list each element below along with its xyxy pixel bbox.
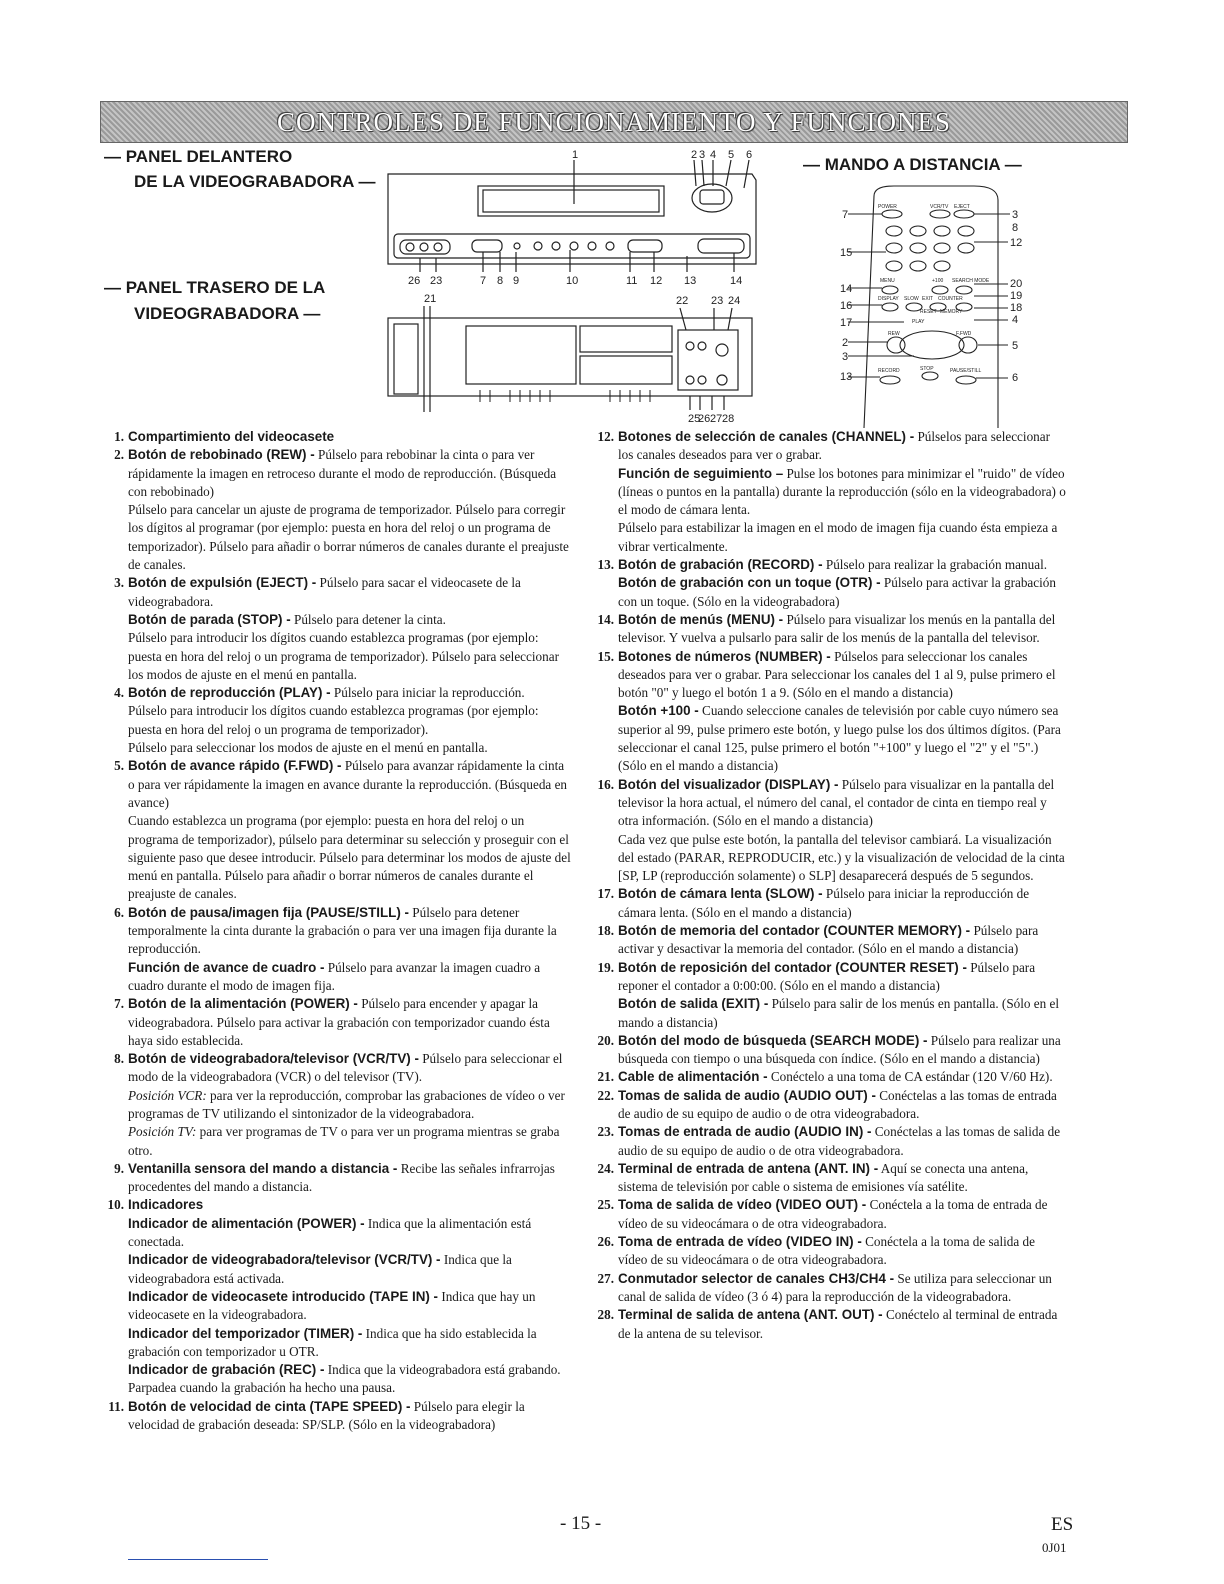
footer-rule bbox=[128, 1559, 268, 1560]
item-title: Botón de rebobinado (REW) - bbox=[128, 447, 315, 463]
item-text bbox=[618, 1306, 1066, 1343]
item-description: Púlselos para seleccionar los canales deseados para ver o grabar. Para seleccionar los canales del 1 al 9, pulse primero el botón "0" y luego el botón 1 a 9. (Sólo en el mando a distancia) bbox=[618, 648, 1056, 701]
item-text bbox=[618, 648, 1066, 703]
item-title: Botón de expulsión (EJECT) - bbox=[128, 575, 317, 591]
section-banner: CONTROLES DE FUNCIONAMIENTO Y FUNCIONES bbox=[100, 101, 1128, 143]
item-text bbox=[128, 1398, 574, 1435]
sub-item bbox=[618, 465, 1066, 520]
item-number: 12. bbox=[597, 429, 614, 444]
item-body bbox=[128, 446, 574, 574]
list-item bbox=[592, 1233, 1066, 1270]
list-item bbox=[102, 1196, 574, 1397]
item-number: 8. bbox=[114, 1051, 124, 1067]
item-text bbox=[128, 904, 574, 959]
item-description: Púlselo para iniciar la reproducción. bbox=[330, 685, 525, 701]
sub-item bbox=[128, 1361, 574, 1398]
list-item bbox=[102, 757, 574, 903]
item-title: Botón de memoria del contador (COUNTER MEMORY) - bbox=[618, 923, 971, 939]
item-number: 23. bbox=[597, 1124, 614, 1140]
item-text bbox=[128, 1050, 574, 1087]
list-item bbox=[102, 446, 574, 574]
item-body bbox=[618, 1233, 1066, 1270]
sub-item bbox=[128, 1325, 574, 1362]
item-title: Botón del modo de búsqueda (SEARCH MODE) - bbox=[618, 1032, 928, 1048]
vcr-rear-panel-diagram bbox=[380, 290, 760, 426]
item-text bbox=[618, 922, 1066, 959]
list-item bbox=[592, 1160, 1066, 1197]
item-body bbox=[128, 574, 574, 684]
item-number: 5. bbox=[114, 758, 124, 774]
list-item bbox=[592, 428, 1066, 556]
list-item bbox=[592, 1196, 1066, 1233]
item-text bbox=[128, 1196, 574, 1214]
remote-label: MEMORY bbox=[940, 309, 963, 315]
sub-item-description: Púlselo para activar la grabación con un toque. (Sólo en la videograbadora) bbox=[618, 575, 1056, 609]
item-text bbox=[128, 757, 574, 812]
callout-label: 13 bbox=[840, 371, 853, 383]
item-body bbox=[618, 776, 1066, 886]
item-number: 17. bbox=[597, 886, 614, 902]
item-description: Púlselo para iniciar la reproducción de cámara lenta. (Sólo en el mando a distancia) bbox=[618, 886, 1030, 920]
sub-item bbox=[128, 1288, 574, 1325]
item-text bbox=[618, 1196, 1066, 1233]
item-number: 18. bbox=[597, 923, 614, 939]
item-title: Botón de pausa/imagen fija (PAUSE/STILL) - bbox=[128, 904, 409, 920]
remote-label: RECORD bbox=[878, 368, 900, 374]
item-description: Púlselo para reponer el contador a 0:00:00. (Sólo en el mando a distancia) bbox=[618, 959, 1036, 993]
sub-item-title: Indicador de videocasete introducido (TAPE IN) - bbox=[128, 1288, 439, 1304]
item-number: 1. bbox=[114, 429, 124, 444]
sub-item-title: Función de seguimiento – bbox=[618, 465, 784, 481]
remote-label: F.FWD bbox=[956, 331, 972, 337]
sub-item-title: Botón de grabación con un toque (OTR) - bbox=[618, 575, 881, 591]
callout-label: 2 bbox=[691, 149, 698, 161]
sub-item bbox=[128, 1215, 574, 1252]
item-text bbox=[128, 995, 574, 1050]
item-number: 15. bbox=[597, 648, 614, 664]
list-item bbox=[102, 684, 574, 757]
item-description: Púlselo para visualizar en la pantalla del televisor la hora actual, el número del canal, el contador de cinta en tiempo real y otra información. (Sólo en el mando a distancia) bbox=[618, 776, 1055, 829]
item-body bbox=[618, 922, 1066, 959]
item-description: Púlselo para visualizar los menús en la pantalla del televisor. Y vuelva a pulsarlo para salir de los menús de la pantalla del televisor. bbox=[618, 611, 1056, 646]
callout-label: 4 bbox=[710, 149, 717, 161]
item-title: Terminal de salida de antena (ANT. OUT) - bbox=[618, 1307, 883, 1323]
item-body bbox=[618, 1087, 1066, 1124]
item-number: 20. bbox=[597, 1032, 614, 1048]
item-description: Púlselo para elegir la velocidad de grabación deseada: SP/SLP. (Sólo en la videograbadora) bbox=[128, 1398, 525, 1433]
item-title: Botón del visualizador (DISPLAY) - bbox=[618, 776, 839, 792]
list-item bbox=[592, 885, 1066, 922]
list-item bbox=[592, 922, 1066, 959]
item-body bbox=[128, 1196, 574, 1397]
item-number: 16. bbox=[597, 776, 614, 792]
remote-label: PAUSE/STILL bbox=[950, 368, 982, 374]
item-number: 6. bbox=[114, 904, 124, 920]
callout-label: 26 bbox=[698, 413, 711, 425]
callout-label: 1 bbox=[572, 149, 579, 161]
item-description: Púlselos para seleccionar los canales deseados para ver o grabar. bbox=[618, 429, 1051, 463]
list-item bbox=[102, 428, 574, 446]
callout-label: 26 bbox=[408, 275, 421, 287]
list-item bbox=[592, 648, 1066, 776]
item-title: Tomas de salida de audio (AUDIO OUT) - bbox=[618, 1087, 876, 1103]
remote-label: STOP bbox=[920, 366, 934, 372]
callout-label: 28 bbox=[722, 413, 735, 425]
item-text bbox=[618, 556, 1066, 574]
item-body bbox=[618, 1306, 1066, 1343]
sub-item-description: Púlselo para avanzar la imagen cuadro a cuadro durante el modo de imagen fija. bbox=[128, 959, 541, 993]
item-description: Púlselo para activar y desactivar la memoria del contador. (Sólo en el mando a distancia) bbox=[618, 923, 1039, 957]
item-number: 21. bbox=[597, 1069, 614, 1085]
item-title: Conmutador selector de canales CH3/CH4 - bbox=[618, 1270, 895, 1286]
sub-item-description: Indica que la videograbadora está activada. bbox=[128, 1252, 512, 1286]
remote-label: SEARCH MODE bbox=[952, 278, 990, 284]
list-item bbox=[592, 776, 1066, 886]
item-title: Botón de grabación (RECORD) - bbox=[618, 557, 823, 573]
item-title: Botones de selección de canales (CHANNEL) - bbox=[618, 429, 915, 444]
rear-panel-heading-1: — PANEL TRASERO DE LA bbox=[104, 278, 326, 297]
item-body bbox=[618, 611, 1066, 648]
callout-label: 10 bbox=[566, 275, 579, 287]
item-paragraph: Púlselo para cancelar un ajuste de programa de temporizador. Púlselo para corregir los dígitos al programar (por ejemplo: puesta en hora del reloj o un programa de temporizador). Púlselo para añadir o borrar números de canales durante el preajuste de canales. bbox=[128, 502, 569, 573]
callout-label: 23 bbox=[430, 275, 443, 287]
item-text bbox=[618, 1123, 1066, 1160]
callout-label: 8 bbox=[497, 275, 504, 287]
callout-label: 14 bbox=[730, 275, 743, 287]
callout-label: 13 bbox=[684, 275, 697, 287]
list-item bbox=[102, 995, 574, 1050]
callout-label: 24 bbox=[728, 295, 741, 307]
remote-control-diagram bbox=[834, 180, 1034, 428]
rear-panel-heading-2: VIDEOGRABADORA — bbox=[134, 304, 321, 323]
callout-label: 4 bbox=[1012, 314, 1019, 326]
callout-label: 22 bbox=[676, 295, 689, 307]
sub-item bbox=[618, 702, 1066, 775]
item-body bbox=[618, 1032, 1066, 1069]
callout-label: 25 bbox=[688, 413, 701, 425]
item-text bbox=[618, 611, 1066, 648]
item-number: 19. bbox=[597, 959, 614, 975]
language-code: ES bbox=[1051, 1514, 1074, 1535]
item-body bbox=[128, 684, 574, 757]
item-body bbox=[128, 428, 574, 446]
item-body bbox=[128, 995, 574, 1050]
item-paragraph: Púlselo para introducir los dígitos cuando establezca programas (por ejemplo: puesta en hora del reloj o un programa de temporizador). Púlselo para seleccionar los modos de ajuste en el menú en pantalla. bbox=[128, 630, 559, 682]
item-title: Indicadores bbox=[128, 1197, 204, 1213]
item-text bbox=[618, 1270, 1066, 1307]
remote-label: MENU bbox=[880, 278, 895, 284]
position-label: Posición VCR: bbox=[128, 1087, 207, 1103]
item-body bbox=[618, 959, 1066, 1032]
left-column bbox=[102, 428, 574, 1434]
item-description: Púlselo para realizar una búsqueda con tiempo o una búsqueda con índice. (Sólo en el mando a distancia) bbox=[618, 1032, 1061, 1067]
vcr-front-panel-diagram bbox=[380, 146, 760, 288]
list-item bbox=[102, 574, 574, 684]
item-text bbox=[618, 1233, 1066, 1270]
callout-label: 19 bbox=[1010, 290, 1023, 302]
item-body bbox=[618, 1270, 1066, 1307]
sub-item bbox=[128, 959, 574, 996]
callout-label: 5 bbox=[728, 149, 735, 161]
item-title: Tomas de entrada de audio (AUDIO IN) - bbox=[618, 1124, 872, 1140]
sub-item-title: Indicador del temporizador (TIMER) - bbox=[128, 1325, 363, 1341]
item-description: Púlselo para detener temporalmente la cinta durante la grabación o para ver una imagen fija durante la reproducción. bbox=[128, 904, 557, 957]
sub-item-title: Botón de salida (EXIT) - bbox=[618, 996, 769, 1012]
item-text bbox=[128, 574, 574, 611]
item-number: 13. bbox=[597, 557, 614, 573]
document-code: 0J01 bbox=[1042, 1540, 1067, 1555]
list-item bbox=[592, 556, 1066, 611]
sub-item-description: Púlselo para salir de los menús en pantalla. (Sólo en el mando a distancia) bbox=[618, 996, 1060, 1030]
remote-label: EXIT bbox=[922, 296, 934, 302]
callout-label: 3 bbox=[699, 149, 706, 161]
sub-item bbox=[618, 995, 1066, 1032]
item-description: Púlselo para sacar el videocasete de la videograbadora. bbox=[128, 575, 521, 609]
remote-label: VCR/TV bbox=[930, 204, 949, 210]
item-description: Conéctela a la toma de entrada de vídeo de su videocámara o de otra videograbadora. bbox=[618, 1197, 1048, 1231]
item-text bbox=[618, 959, 1066, 996]
callout-label: 3 bbox=[1012, 209, 1019, 221]
sub-item bbox=[618, 574, 1066, 611]
item-number: 9. bbox=[114, 1160, 124, 1176]
item-title: Botón de reposición del contador (COUNTER RESET) - bbox=[618, 959, 967, 975]
item-number: 26. bbox=[597, 1234, 614, 1250]
item-description: Púlselo para realizar la grabación manual. bbox=[822, 557, 1048, 573]
remote-label: EJECT bbox=[954, 204, 970, 210]
list-item bbox=[102, 904, 574, 995]
list-item bbox=[592, 1068, 1066, 1086]
item-body bbox=[618, 1160, 1066, 1197]
item-text bbox=[128, 446, 574, 501]
item-text bbox=[618, 776, 1066, 831]
item-text bbox=[618, 1087, 1066, 1124]
callout-label: 14 bbox=[840, 283, 853, 295]
item-title: Botón de reproducción (PLAY) - bbox=[128, 685, 331, 701]
sub-item-title: Botón +100 - bbox=[618, 703, 699, 719]
item-text bbox=[618, 1068, 1066, 1086]
item-title: Botón de menús (MENU) - bbox=[618, 611, 784, 627]
callout-label: 7 bbox=[480, 275, 487, 287]
sub-item-description: Indica que hay un videocasete en la videograbadora. bbox=[128, 1288, 536, 1323]
item-title: Botón de videograbadora/televisor (VCR/TV) - bbox=[128, 1051, 419, 1067]
item-title: Toma de salida de vídeo (VIDEO OUT) - bbox=[618, 1197, 867, 1213]
list-item bbox=[592, 1270, 1066, 1307]
list-item bbox=[592, 611, 1066, 648]
callout-label: 2 bbox=[842, 337, 849, 349]
item-title: Ventanilla sensora del mando a distancia - bbox=[128, 1160, 398, 1176]
remote-label: RESET bbox=[920, 309, 937, 315]
item-title: Botones de números (NUMBER) - bbox=[618, 648, 831, 664]
item-body bbox=[618, 1068, 1066, 1086]
remote-label: +100 bbox=[932, 278, 944, 284]
item-description: Se utiliza para seleccionar un canal de salida de vídeo (3 ó 4) para la reproducción de la videograbadora. bbox=[618, 1270, 1052, 1304]
position-description: para ver programas de TV o para ver un programa mientras se graba otro. bbox=[128, 1124, 560, 1158]
item-paragraph: Cada vez que pulse este botón, la pantalla del televisor cambiará. La visualización del estado (PARAR, REPRODUCIR, etc.) y la visualización de velocidad de la cinta [SP, LP (reproducción solamente) o SLP] desaparecerá después de 5 segundos. bbox=[618, 831, 1065, 884]
item-description: Recibe las señales infrarrojas procedentes del mando a distancia. bbox=[128, 1160, 555, 1195]
item-number: 11. bbox=[108, 1398, 124, 1414]
sub-item-title: Indicador de alimentación (POWER) - bbox=[128, 1215, 365, 1231]
list-item bbox=[592, 1087, 1066, 1124]
callout-label: 23 bbox=[711, 295, 724, 307]
item-paragraph: Cuando establezca un programa (por ejemplo: puesta en hora del reloj o un programa de temporizador), púlselo para determinar su selección y proseguir con el siguiente paso que desee introducir. Púlselo para determinar los modos de ajuste del menú en pantalla. Púlselo para añadir o borrar números de canales durante el preajuste de canales. bbox=[128, 813, 571, 902]
item-number: 27. bbox=[597, 1270, 614, 1286]
item-number: 28. bbox=[597, 1307, 614, 1323]
item-title: Compartimiento del videocasete bbox=[128, 429, 335, 444]
callout-label: 16 bbox=[840, 300, 853, 312]
callout-label: 15 bbox=[840, 247, 853, 259]
sub-item-description: Cuando seleccione canales de televisión por cable cuyo número sea superior al 99, pulse primero este botón, y luego pulse los dos últimos dígitos. (Para seleccionar el canal 125, pulse primero el botón "+100" y luego el "2" y el "5".) (Sólo en el mando a distancia) bbox=[618, 703, 1061, 774]
item-body bbox=[128, 757, 574, 903]
item-description: Púlselo para seleccionar el modo de la videograbadora (VCR) o del televisor (TV). bbox=[128, 1051, 563, 1085]
list-item bbox=[592, 1032, 1066, 1069]
item-number: 24. bbox=[597, 1160, 614, 1176]
remote-label: REW bbox=[888, 331, 900, 337]
item-body bbox=[618, 885, 1066, 922]
item-number: 22. bbox=[597, 1087, 614, 1103]
sub-item-title: Botón de parada (STOP) - bbox=[128, 611, 291, 627]
sub-item-description: Indica que ha sido establecida la grabación con temporizador u OTR. bbox=[128, 1325, 537, 1359]
item-number: 3. bbox=[114, 575, 124, 591]
callout-label: 6 bbox=[746, 149, 753, 161]
remote-label: SLOW bbox=[904, 296, 919, 302]
item-number: 25. bbox=[597, 1197, 614, 1213]
sub-item-title: Indicador de grabación (REC) - bbox=[128, 1362, 325, 1378]
item-description: Conéctelas a las tomas de salida de audio de su equipo de audio o de otra videograbadora. bbox=[618, 1124, 1061, 1158]
item-title: Botón de la alimentación (POWER) - bbox=[128, 996, 358, 1012]
item-text bbox=[128, 684, 574, 702]
item-body bbox=[128, 1398, 574, 1435]
item-title: Cable de alimentación - bbox=[618, 1069, 768, 1085]
callout-label: 5 bbox=[1012, 340, 1019, 352]
callout-label: 21 bbox=[424, 293, 437, 305]
item-body bbox=[128, 1160, 574, 1197]
position-label: Posición TV: bbox=[128, 1124, 197, 1140]
item-number: 2. bbox=[114, 447, 124, 463]
item-text bbox=[128, 428, 574, 446]
callout-label: 7 bbox=[842, 209, 849, 221]
item-description: Púlselo para encender y apagar la videograbadora. Púlselo para activar la grabación con temporizador cuando ésta haya sido establecida. bbox=[128, 996, 550, 1048]
sub-item-title: Función de avance de cuadro - bbox=[128, 959, 325, 975]
list-item bbox=[592, 959, 1066, 1032]
item-title: Terminal de entrada de antena (ANT. IN) - bbox=[618, 1160, 879, 1176]
page-number: - 15 - bbox=[560, 1513, 602, 1534]
item-body bbox=[618, 556, 1066, 611]
position-description: para ver la reproducción, comprobar las grabaciones de vídeo o ver programas de TV utilizando el sintonizador de la videograbadora. bbox=[128, 1087, 565, 1121]
callout-label: 11 bbox=[626, 275, 638, 287]
remote-heading: — MANDO A DISTANCIA — bbox=[803, 155, 1022, 174]
item-title: Botón de cámara lenta (SLOW) - bbox=[618, 886, 823, 902]
remote-label: COUNTER bbox=[938, 296, 963, 302]
item-text bbox=[618, 1032, 1066, 1069]
position-note bbox=[128, 1123, 574, 1160]
item-text bbox=[618, 885, 1066, 922]
item-title: Toma de entrada de vídeo (VIDEO IN) - bbox=[618, 1234, 862, 1250]
front-panel-heading-1: — PANEL DELANTERO bbox=[104, 147, 293, 166]
callout-label: 3 bbox=[842, 351, 849, 363]
callout-label: 18 bbox=[1010, 302, 1023, 314]
callout-label: 12 bbox=[1010, 237, 1023, 249]
item-number: 7. bbox=[114, 996, 124, 1012]
item-number: 14. bbox=[597, 611, 614, 627]
item-paragraph: Púlselo para estabilizar la imagen en el modo de imagen fija cuando ésta empieza a vibrar verticalmente. bbox=[618, 520, 1058, 554]
item-body bbox=[128, 904, 574, 995]
sub-item-description: Indica que la alimentación está conectada. bbox=[128, 1215, 532, 1250]
item-body bbox=[618, 648, 1066, 776]
sub-item bbox=[128, 611, 574, 629]
item-paragraph: Púlselo para introducir los dígitos cuando establezca programas (por ejemplo: puesta en hora del reloj o un programa de temporizador). bbox=[128, 703, 539, 737]
callout-label: 9 bbox=[513, 275, 520, 287]
list-item bbox=[102, 1050, 574, 1160]
item-text bbox=[128, 1160, 574, 1197]
list-item bbox=[592, 1306, 1066, 1343]
item-description: Púlselo para avanzar rápidamente la cinta o para ver rápidamente la imagen en avance durante la reproducción. (Búsqueda en avance) bbox=[128, 758, 568, 810]
sub-item bbox=[128, 1251, 574, 1288]
item-description: Conéctela a la toma de salida de vídeo de su videocámara o de otra videograbadora. bbox=[618, 1234, 1035, 1268]
item-paragraph: Púlselo para seleccionar los modos de ajuste en el menú en pantalla. bbox=[128, 740, 488, 756]
callout-label: 8 bbox=[1012, 222, 1019, 234]
sub-item-description: Indica que la videograbadora está grabando. Parpadea cuando la grabación ha hecho una pausa. bbox=[128, 1362, 561, 1396]
callout-label: 12 bbox=[650, 275, 663, 287]
list-item bbox=[592, 1123, 1066, 1160]
list-item bbox=[102, 1398, 574, 1435]
list-item bbox=[102, 1160, 574, 1197]
callout-label: 27 bbox=[710, 413, 723, 425]
item-title: Botón de avance rápido (F.FWD) - bbox=[128, 758, 342, 774]
sub-item-title: Indicador de videograbadora/televisor (VCR/TV) - bbox=[128, 1252, 441, 1268]
remote-label: POWER bbox=[878, 204, 897, 210]
item-text bbox=[618, 1160, 1066, 1197]
item-body bbox=[128, 1050, 574, 1160]
sub-item-description: Pulse los botones para minimizar el "ruido" de vídeo (líneas o puntos en la pantalla) durante la reproducción (sólo en la videograbadora) o el modo de cámara lenta. bbox=[618, 465, 1066, 518]
right-column bbox=[592, 428, 1066, 1343]
item-number: 4. bbox=[114, 685, 124, 701]
item-body bbox=[618, 428, 1066, 556]
item-description: Púlselo para rebobinar la cinta o para ver rápidamente la imagen en retroceso durante el modo de reproducción. (Búsqueda con rebobinado) bbox=[128, 447, 557, 499]
position-note bbox=[128, 1087, 574, 1124]
item-text bbox=[618, 428, 1066, 465]
item-body bbox=[618, 1196, 1066, 1233]
item-description: Aquí se conecta una antena, sistema de televisión por cable o sistema de emisiones vía satélite. bbox=[618, 1160, 1029, 1195]
item-body bbox=[618, 1123, 1066, 1160]
callout-label: 6 bbox=[1012, 372, 1019, 384]
remote-label: PLAY bbox=[912, 319, 925, 325]
item-description: Conéctelo al terminal de entrada de la antena de su televisor. bbox=[618, 1307, 1058, 1341]
sub-item-description: Púlselo para detener la cinta. bbox=[290, 611, 446, 627]
item-number: 10. bbox=[107, 1197, 124, 1213]
item-title: Botón de velocidad de cinta (TAPE SPEED) - bbox=[128, 1398, 411, 1414]
item-description: Conéctelas a las tomas de entrada de audio de su equipo de audio o de otra videograbadora. bbox=[618, 1087, 1057, 1121]
front-panel-heading-2: DE LA VIDEOGRABADORA — bbox=[134, 172, 376, 191]
item-description: Conéctelo a una toma de CA estándar (120 V/60 Hz). bbox=[767, 1069, 1053, 1085]
callout-label: 17 bbox=[840, 317, 853, 329]
callout-label: 20 bbox=[1010, 278, 1023, 290]
remote-label: DISPLAY bbox=[878, 296, 899, 302]
